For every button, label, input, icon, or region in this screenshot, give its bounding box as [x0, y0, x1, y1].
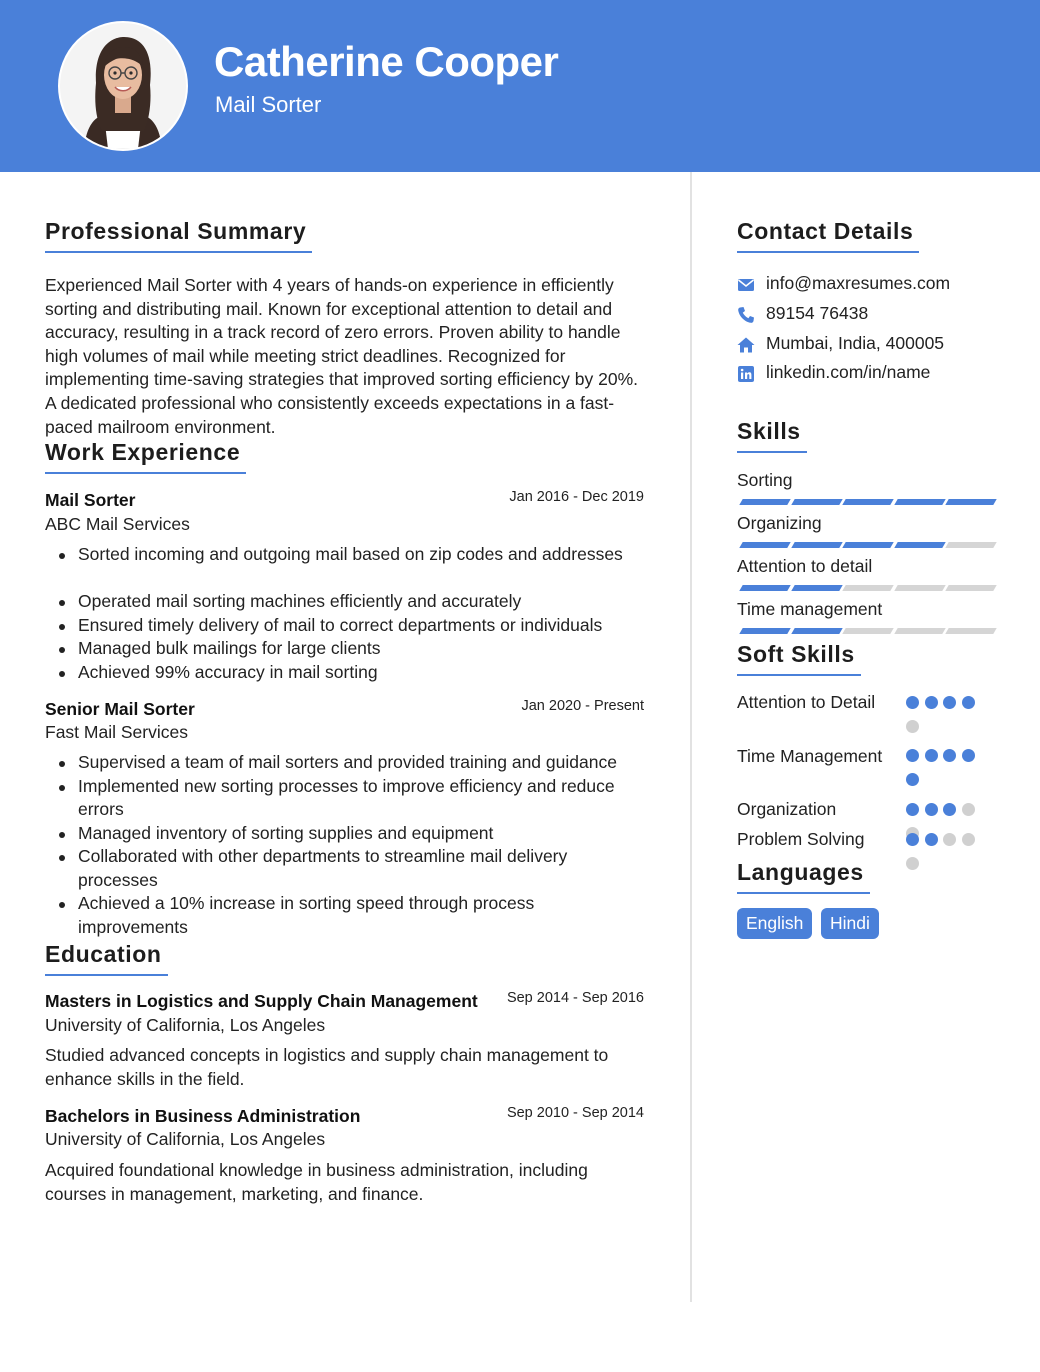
rating-dot-filled — [925, 696, 938, 709]
rating-dot-filled — [943, 749, 956, 762]
language-badge: English — [737, 908, 812, 939]
soft-skill-name: Organization — [737, 799, 837, 819]
job-company: ABC Mail Services — [45, 514, 190, 534]
languages-heading: Languages — [737, 859, 864, 885]
rating-dot-filled — [906, 803, 919, 816]
skill-name: Organizing — [737, 513, 822, 533]
soft-skill-name: Time Management — [737, 746, 883, 766]
job-dates: Jan 2016 - Dec 2019 — [509, 489, 644, 505]
skill-name: Attention to detail — [737, 556, 873, 576]
skills-heading: Skills — [737, 418, 801, 444]
skill-segment-filled — [842, 499, 893, 505]
skill-segment-filled — [842, 542, 893, 548]
skill-segment-empty — [894, 628, 945, 634]
skill-segment-filled — [791, 499, 842, 505]
rating-dot-empty — [962, 833, 975, 846]
list-item: Collaborated with other departments to streamline mail delivery processes — [78, 845, 648, 892]
education-heading: Education — [45, 941, 162, 967]
soft-skills-heading: Soft Skills — [737, 641, 855, 667]
rating-dot-empty — [906, 857, 919, 870]
list-item: Implemented new sorting processes to improve efficiency and reduce errors — [78, 775, 648, 822]
column-divider — [690, 172, 692, 1302]
soft-skill-name: Problem Solving — [737, 829, 865, 849]
candidate-name: Catherine Cooper — [214, 38, 559, 85]
list-item: Managed bulk mailings for large clients — [78, 637, 648, 661]
rating-dot-filled — [906, 696, 919, 709]
envelope-icon — [737, 276, 755, 294]
phone-icon — [737, 306, 755, 324]
edu-description: Studied advanced concepts in logistics and supply chain management to enhance skills in the field. — [45, 1045, 609, 1089]
rating-dot-filled — [962, 696, 975, 709]
edu-dates: Sep 2014 - Sep 2016 — [506, 990, 644, 1006]
rating-dot-filled — [925, 803, 938, 816]
skill-level-bar — [738, 499, 994, 505]
rating-dot-filled — [943, 803, 956, 816]
list-item: Achieved a 10% increase in sorting speed through process improvements — [78, 892, 648, 939]
rating-dot-filled — [925, 833, 938, 846]
skill-segment-empty — [894, 585, 945, 591]
job-bullet-list — [78, 751, 648, 939]
job-dates: Jan 2020 - Present — [521, 698, 644, 714]
skill-segment-empty — [842, 628, 893, 634]
soft-skill-name: Attention to Detail — [737, 692, 876, 712]
skill-segment-filled — [791, 628, 842, 634]
contact-phone-text: 89154 76438 — [766, 303, 869, 323]
skill-segment-filled — [791, 585, 842, 591]
list-item: Supervised a team of mail sorters and provided training and guidance — [78, 751, 648, 775]
skill-segment-empty — [945, 585, 996, 591]
resume-header — [0, 0, 1040, 172]
skill-segment-filled — [739, 585, 790, 591]
rating-dot-filled — [906, 749, 919, 762]
job-company: Fast Mail Services — [45, 722, 188, 742]
job-title: Mail Sorter — [45, 490, 136, 510]
language-badge: Hindi — [821, 908, 879, 939]
skill-segment-empty — [945, 628, 996, 634]
skill-name: Time management — [737, 599, 883, 619]
contact-email-text: info@maxresumes.com — [766, 273, 951, 293]
skill-segment-filled — [894, 542, 945, 548]
edu-degree: Masters in Logistics and Supply Chain Management — [45, 991, 478, 1011]
rating-dot-filled — [925, 749, 938, 762]
skill-level-bar — [738, 542, 994, 548]
edu-school: University of California, Los Angeles — [45, 1015, 326, 1035]
skill-segment-filled — [791, 542, 842, 548]
list-item: Operated mail sorting machines efficiently and accurately — [78, 590, 648, 614]
home-icon — [737, 336, 755, 354]
edu-dates: Sep 2010 - Sep 2014 — [506, 1105, 644, 1121]
summary-heading: Professional Summary — [45, 218, 307, 244]
rating-dot-empty — [906, 720, 919, 733]
contact-address-text: Mumbai, India, 400005 — [766, 333, 945, 353]
summary-text: Experienced Mail Sorter with 4 years of hands-on experience in efficiently sorting and distributing mail. Known for exceptional attention to detail and accuracy, resulting in a track record of zero errors. Proven ability to handle high volumes of mail while meeting strict deadlines. Recognized for implementing time-saving strategies that improved sorting efficiency by 20%. A dedicated professional who consistently exceeds expectations in a fast-paced mailroom environment. — [45, 275, 639, 437]
job-title: Senior Mail Sorter — [45, 699, 195, 719]
edu-school: University of California, Los Angeles — [45, 1129, 326, 1149]
skill-segment-filled — [945, 499, 996, 505]
profile-photo — [58, 21, 188, 151]
rating-dot-filled — [906, 833, 919, 846]
skill-segment-filled — [739, 542, 790, 548]
skill-segment-empty — [842, 585, 893, 591]
skill-level-bar — [738, 628, 994, 634]
list-item: Achieved 99% accuracy in mail sorting — [78, 661, 648, 685]
candidate-title: Mail Sorter — [215, 92, 322, 117]
skill-segment-empty — [945, 542, 996, 548]
list-item: Managed inventory of sorting supplies and equipment — [78, 822, 648, 846]
avatar-portrait-icon — [60, 23, 186, 149]
rating-dot-empty — [962, 803, 975, 816]
skill-level-bar — [738, 585, 994, 591]
rating-dot-empty — [943, 833, 956, 846]
rating-dot-filled — [906, 773, 919, 786]
skill-segment-filled — [894, 499, 945, 505]
edu-description: Acquired foundational knowledge in business administration, including courses in management, marketing, and finance. — [45, 1160, 588, 1204]
list-item: Sorted incoming and outgoing mail based on zip codes and addresses — [78, 543, 648, 567]
experience-heading: Work Experience — [45, 439, 241, 465]
contact-heading: Contact Details — [737, 218, 914, 244]
rating-dot-filled — [962, 749, 975, 762]
skill-segment-filled — [739, 499, 790, 505]
skill-name: Sorting — [737, 470, 793, 490]
contact-linkedin-text: linkedin.com/in/name — [766, 362, 931, 382]
rating-dot-filled — [943, 696, 956, 709]
linkedin-icon — [737, 365, 755, 383]
job-bullet-list — [78, 543, 648, 684]
list-item: Ensured timely delivery of mail to correct departments or individuals — [78, 614, 648, 638]
edu-degree: Bachelors in Business Administration — [45, 1106, 361, 1126]
skill-segment-filled — [739, 628, 790, 634]
